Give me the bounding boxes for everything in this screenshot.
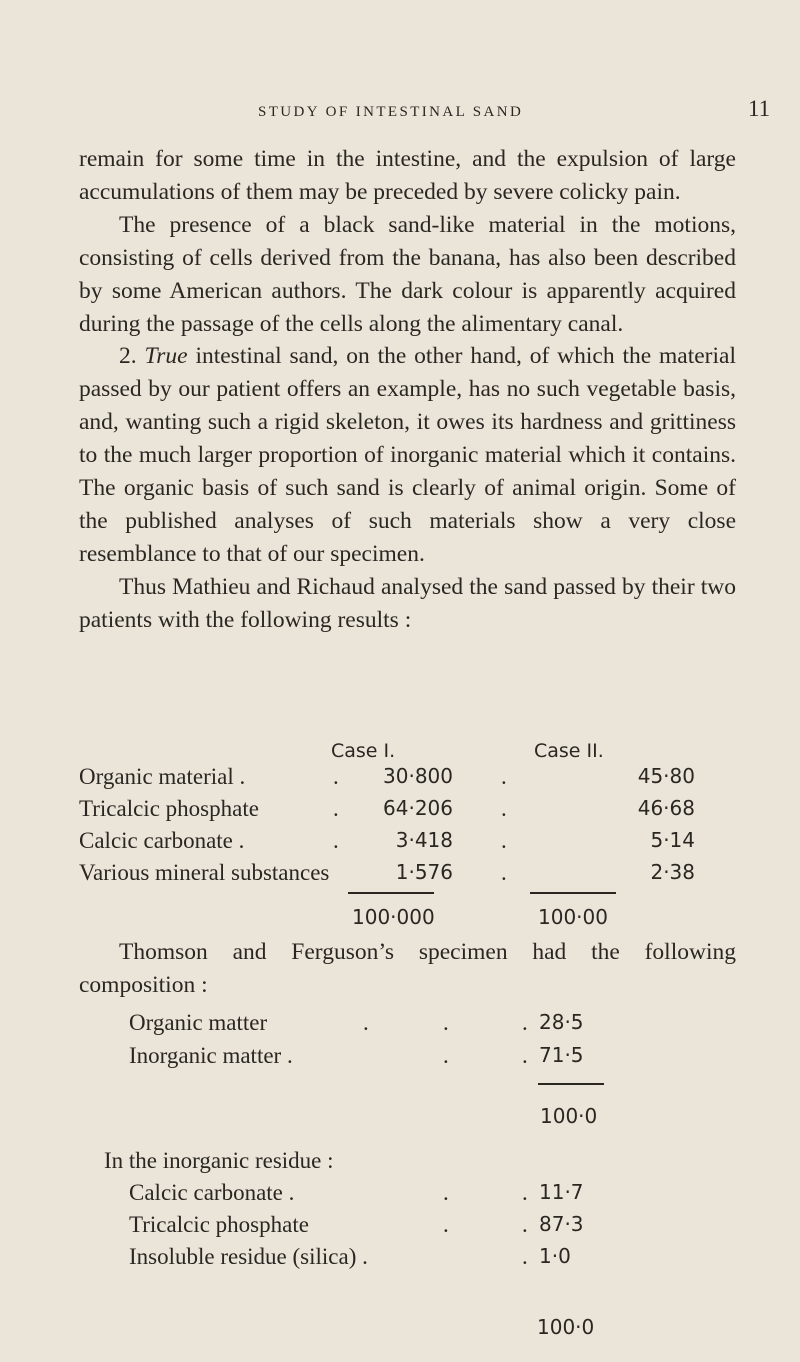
case-2-value: 45·80 [637, 764, 695, 788]
case-2-value: 2·38 [650, 860, 695, 884]
paragraph-3-italic: True [144, 343, 188, 370]
row-label: Various mineral substances [79, 860, 330, 885]
table-row: Insoluble residue (silica) . . 1·0 [129, 1244, 571, 1269]
sub-total-value: 100·0 [537, 1315, 595, 1339]
table-row: Calcic carbonate . . 3·418 . 5·14 [79, 828, 695, 853]
total-value: 100·0 [540, 1104, 598, 1128]
paragraph-1: remain for some time in the intestine, and the expulsion of large accumulations of them may be preceded by severe colicky pain. [79, 146, 736, 205]
row-value: 87·3 [539, 1212, 584, 1236]
table-row: Inorganic matter . . . 71·5 [129, 1043, 584, 1068]
row-label: Tricalcic phosphate [129, 1212, 309, 1237]
table-row: Calcic carbonate . . . 11·7 [129, 1180, 584, 1205]
sum-rule [348, 892, 434, 894]
table-row: Tricalcic phosphate . 64·206 . 46·68 [79, 796, 695, 821]
table-row: Organic matter . . . 28·5 [129, 1010, 584, 1035]
paragraph-2: The presence of a black sand-like material in the motions, consisting of cells derived from the banana, has also been described by some American authors. The dark colour is apparently acquired during the passage of the cells along the alimentary canal. [79, 211, 736, 337]
paragraph-3 [79, 340, 736, 570]
table-row: Tricalcic phosphate . . 87·3 [129, 1212, 584, 1237]
paragraph-3-number: 2. [119, 343, 145, 370]
running-header [0, 98, 800, 128]
paragraph-4: Thus Mathieu and Richaud analysed the sand passed by their two patients with the following results : [79, 573, 736, 633]
row-label: Organic matter [129, 1010, 268, 1035]
row-value: 71·5 [539, 1043, 584, 1067]
row-label: Calcic carbonate . [129, 1180, 295, 1205]
case-1-value: 3·418 [395, 828, 453, 852]
inorganic-subheading: In the inorganic residue : [104, 1148, 334, 1173]
case-1-value: 64·206 [383, 796, 453, 820]
row-value: 11·7 [539, 1180, 584, 1204]
running-title: STUDY OF INTESTINAL SAND [258, 104, 524, 120]
table-row: Various mineral substances 1·576 . 2·38 [79, 860, 695, 885]
row-value: 28·5 [539, 1010, 584, 1034]
case-2-value: 5·14 [650, 828, 695, 852]
row-value: 1·0 [539, 1244, 571, 1268]
case-1-value: 30·800 [383, 764, 453, 788]
total-case-2: 100·00 [538, 905, 608, 929]
page-number: 11 [748, 96, 771, 121]
row-label: Inorganic matter . [129, 1043, 293, 1068]
case-2-value: 46·68 [637, 796, 695, 820]
case-1-value: 1·576 [395, 860, 453, 884]
col-header-case-2: Case II. [534, 740, 604, 762]
col-header-case-1: Case I. [331, 740, 396, 762]
row-label: Organic material . [79, 764, 246, 789]
paragraph-3-rest: intestinal sand, on the other hand, of which the material passed by our patient offers an example, has no such vegetable basis, and, wanting such a rigid skeleton, it owes its hardness and grittiness to the much larger proportion of inorganic material which it contains. The organic basis of such sand is clearly of animal origin. Some of the published analyses of such materials show a very close resemblance to that of our specimen. [79, 343, 736, 567]
sum-rule [530, 892, 616, 894]
paragraph-5: Thomson and Ferguson’s specimen had the following composition : [79, 939, 736, 998]
sum-rule [538, 1083, 604, 1085]
row-label: Calcic carbonate . [79, 828, 245, 853]
total-case-1: 100·000 [352, 905, 435, 929]
row-label: Insoluble residue (silica) . [129, 1244, 368, 1269]
body-text [79, 143, 736, 637]
row-label: Tricalcic phosphate [79, 796, 259, 821]
table-row: Organic material . . 30·800 . 45·80 [79, 764, 695, 789]
